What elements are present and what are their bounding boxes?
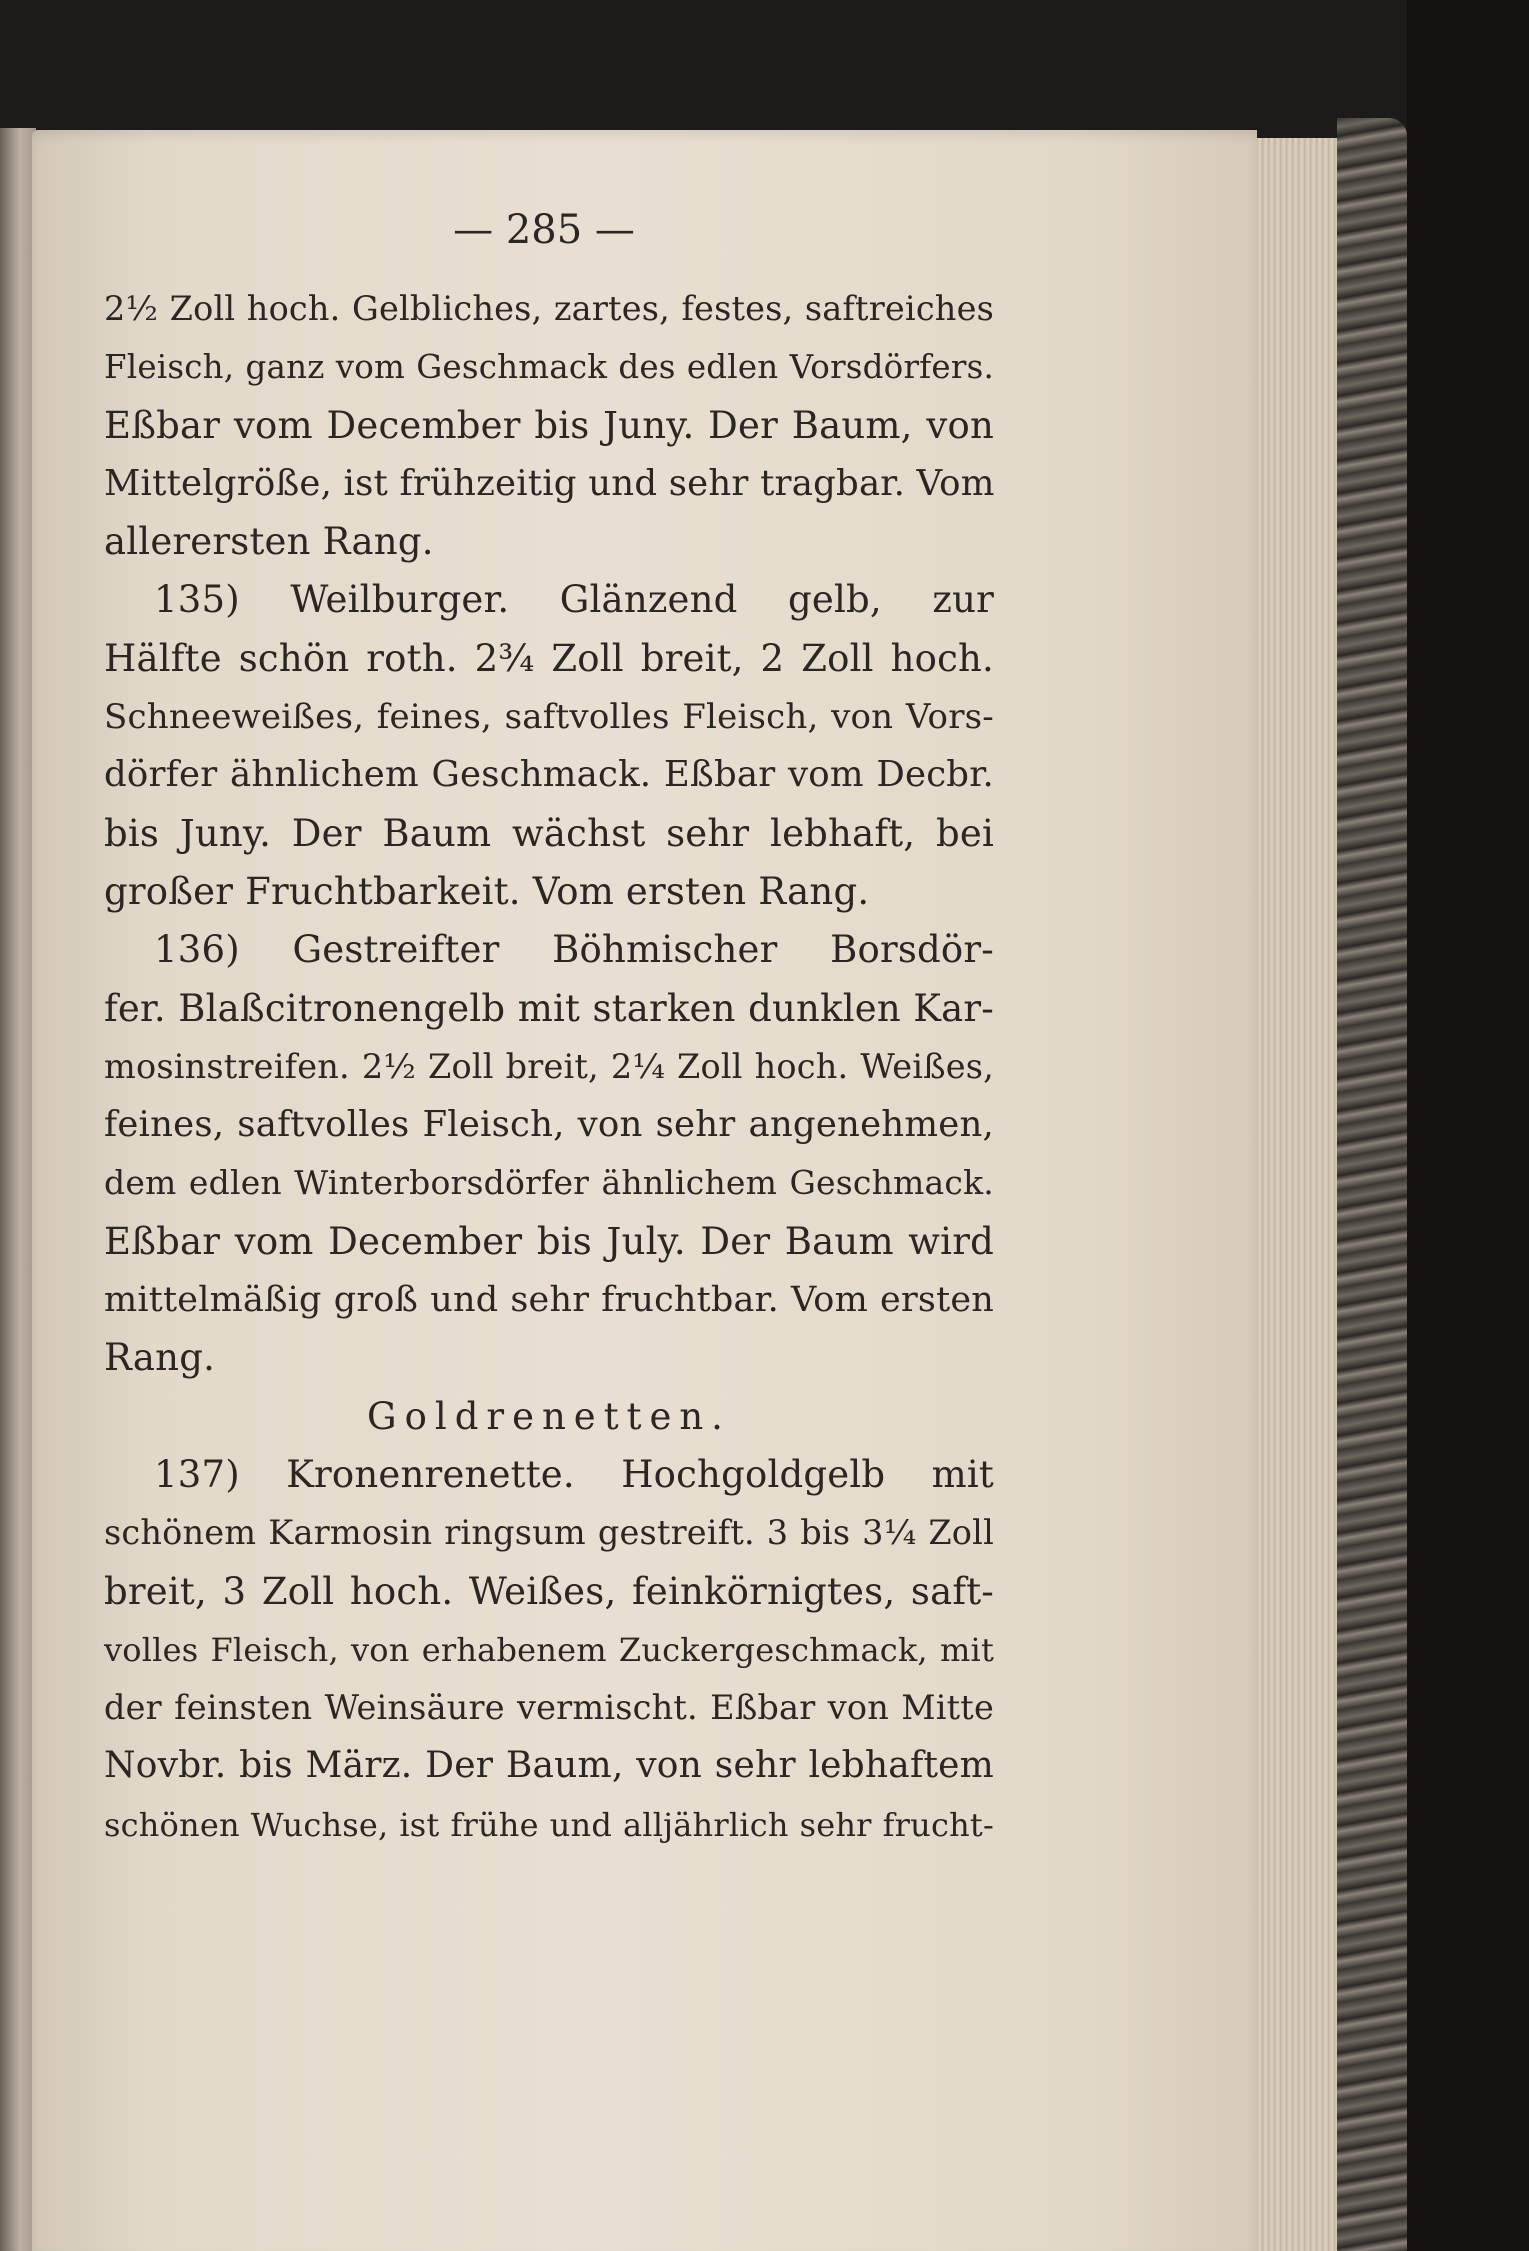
text-line: Eßbar vom December bis Juny. Der Baum, von — [104, 403, 994, 447]
page-header: — 285 — — [453, 207, 635, 253]
text-line: der feinsten Weinsäure vermischt. Eßbar von Mitte — [104, 1688, 994, 1728]
background — [1407, 0, 1529, 2251]
text-line: 137) Kronenrenette. Hochgoldgelb mit — [154, 1452, 994, 1496]
text-line: Novbr. bis März. Der Baum, von sehr lebhaftem — [104, 1745, 994, 1787]
text-line: 135) Weilburger. Glänzend gelb, zur — [154, 578, 994, 622]
text-line: großer Fruchtbarkeit. Vom ersten Rang. — [104, 869, 870, 913]
page-edges — [1257, 138, 1337, 2251]
text-line: Hälfte schön roth. 2¾ Zoll breit, 2 Zoll hoch. — [104, 636, 994, 680]
text-line: Eßbar vom December bis July. Der Baum wird — [104, 1219, 994, 1263]
text-line: allerersten Rang. — [104, 520, 434, 564]
text-line: fer. Blaßcitronengelb mit starken dunklen Kar- — [104, 986, 994, 1030]
text-line: mittelmäßig groß und sehr fruchtbar. Vom ersten — [104, 1280, 994, 1321]
text-line: volles Fleisch, von erhabenem Zuckergeschmack, mit — [104, 1630, 994, 1669]
text-line: Fleisch, ganz vom Geschmack des edlen Vorsdörfers. — [104, 348, 994, 387]
facing-page-edge — [0, 128, 36, 2251]
text-line: 2½ Zoll hoch. Gelbliches, zartes, festes, saftreiches — [104, 289, 994, 328]
text-line: Rang. — [104, 1336, 216, 1380]
text-line: Mittelgröße, ist frühzeitig und sehr tragbar. Vom — [104, 462, 995, 504]
text-line: mosinstreifen. 2½ Zoll breit, 2¼ Zoll hoch. Weißes, — [104, 1046, 994, 1086]
page-number: 285 — [505, 207, 583, 253]
section-heading: Goldrenetten. — [367, 1394, 731, 1438]
text-line: Schneeweißes, feines, saftvolles Fleisch, von Vors- — [104, 697, 994, 738]
text-line: breit, 3 Zoll hoch. Weißes, feinkörnigtes, saft- — [104, 1569, 994, 1613]
text-line: dem edlen Winterborsdörfer ähnlichem Geschmack. — [104, 1163, 994, 1203]
marbled-cover — [1337, 118, 1407, 2251]
page-text — [104, 200, 994, 1854]
text-line: schönen Wuchse, ist frühe und alljährlich sehr frucht- — [104, 1805, 994, 1844]
text-line: 136) Gestreifter Böhmischer Borsdör- — [154, 928, 994, 972]
text-line: schönem Karmosin ringsum gestreift. 3 bis 3¼ Zoll — [104, 1513, 994, 1553]
text-line: bis Juny. Der Baum wächst sehr lebhaft, bei — [104, 811, 994, 855]
text-line: dörfer ähnlichem Geschmack. Eßbar vom Decbr. — [104, 754, 994, 796]
text-line: feines, saftvolles Fleisch, von sehr angenehmen, — [104, 1104, 994, 1146]
